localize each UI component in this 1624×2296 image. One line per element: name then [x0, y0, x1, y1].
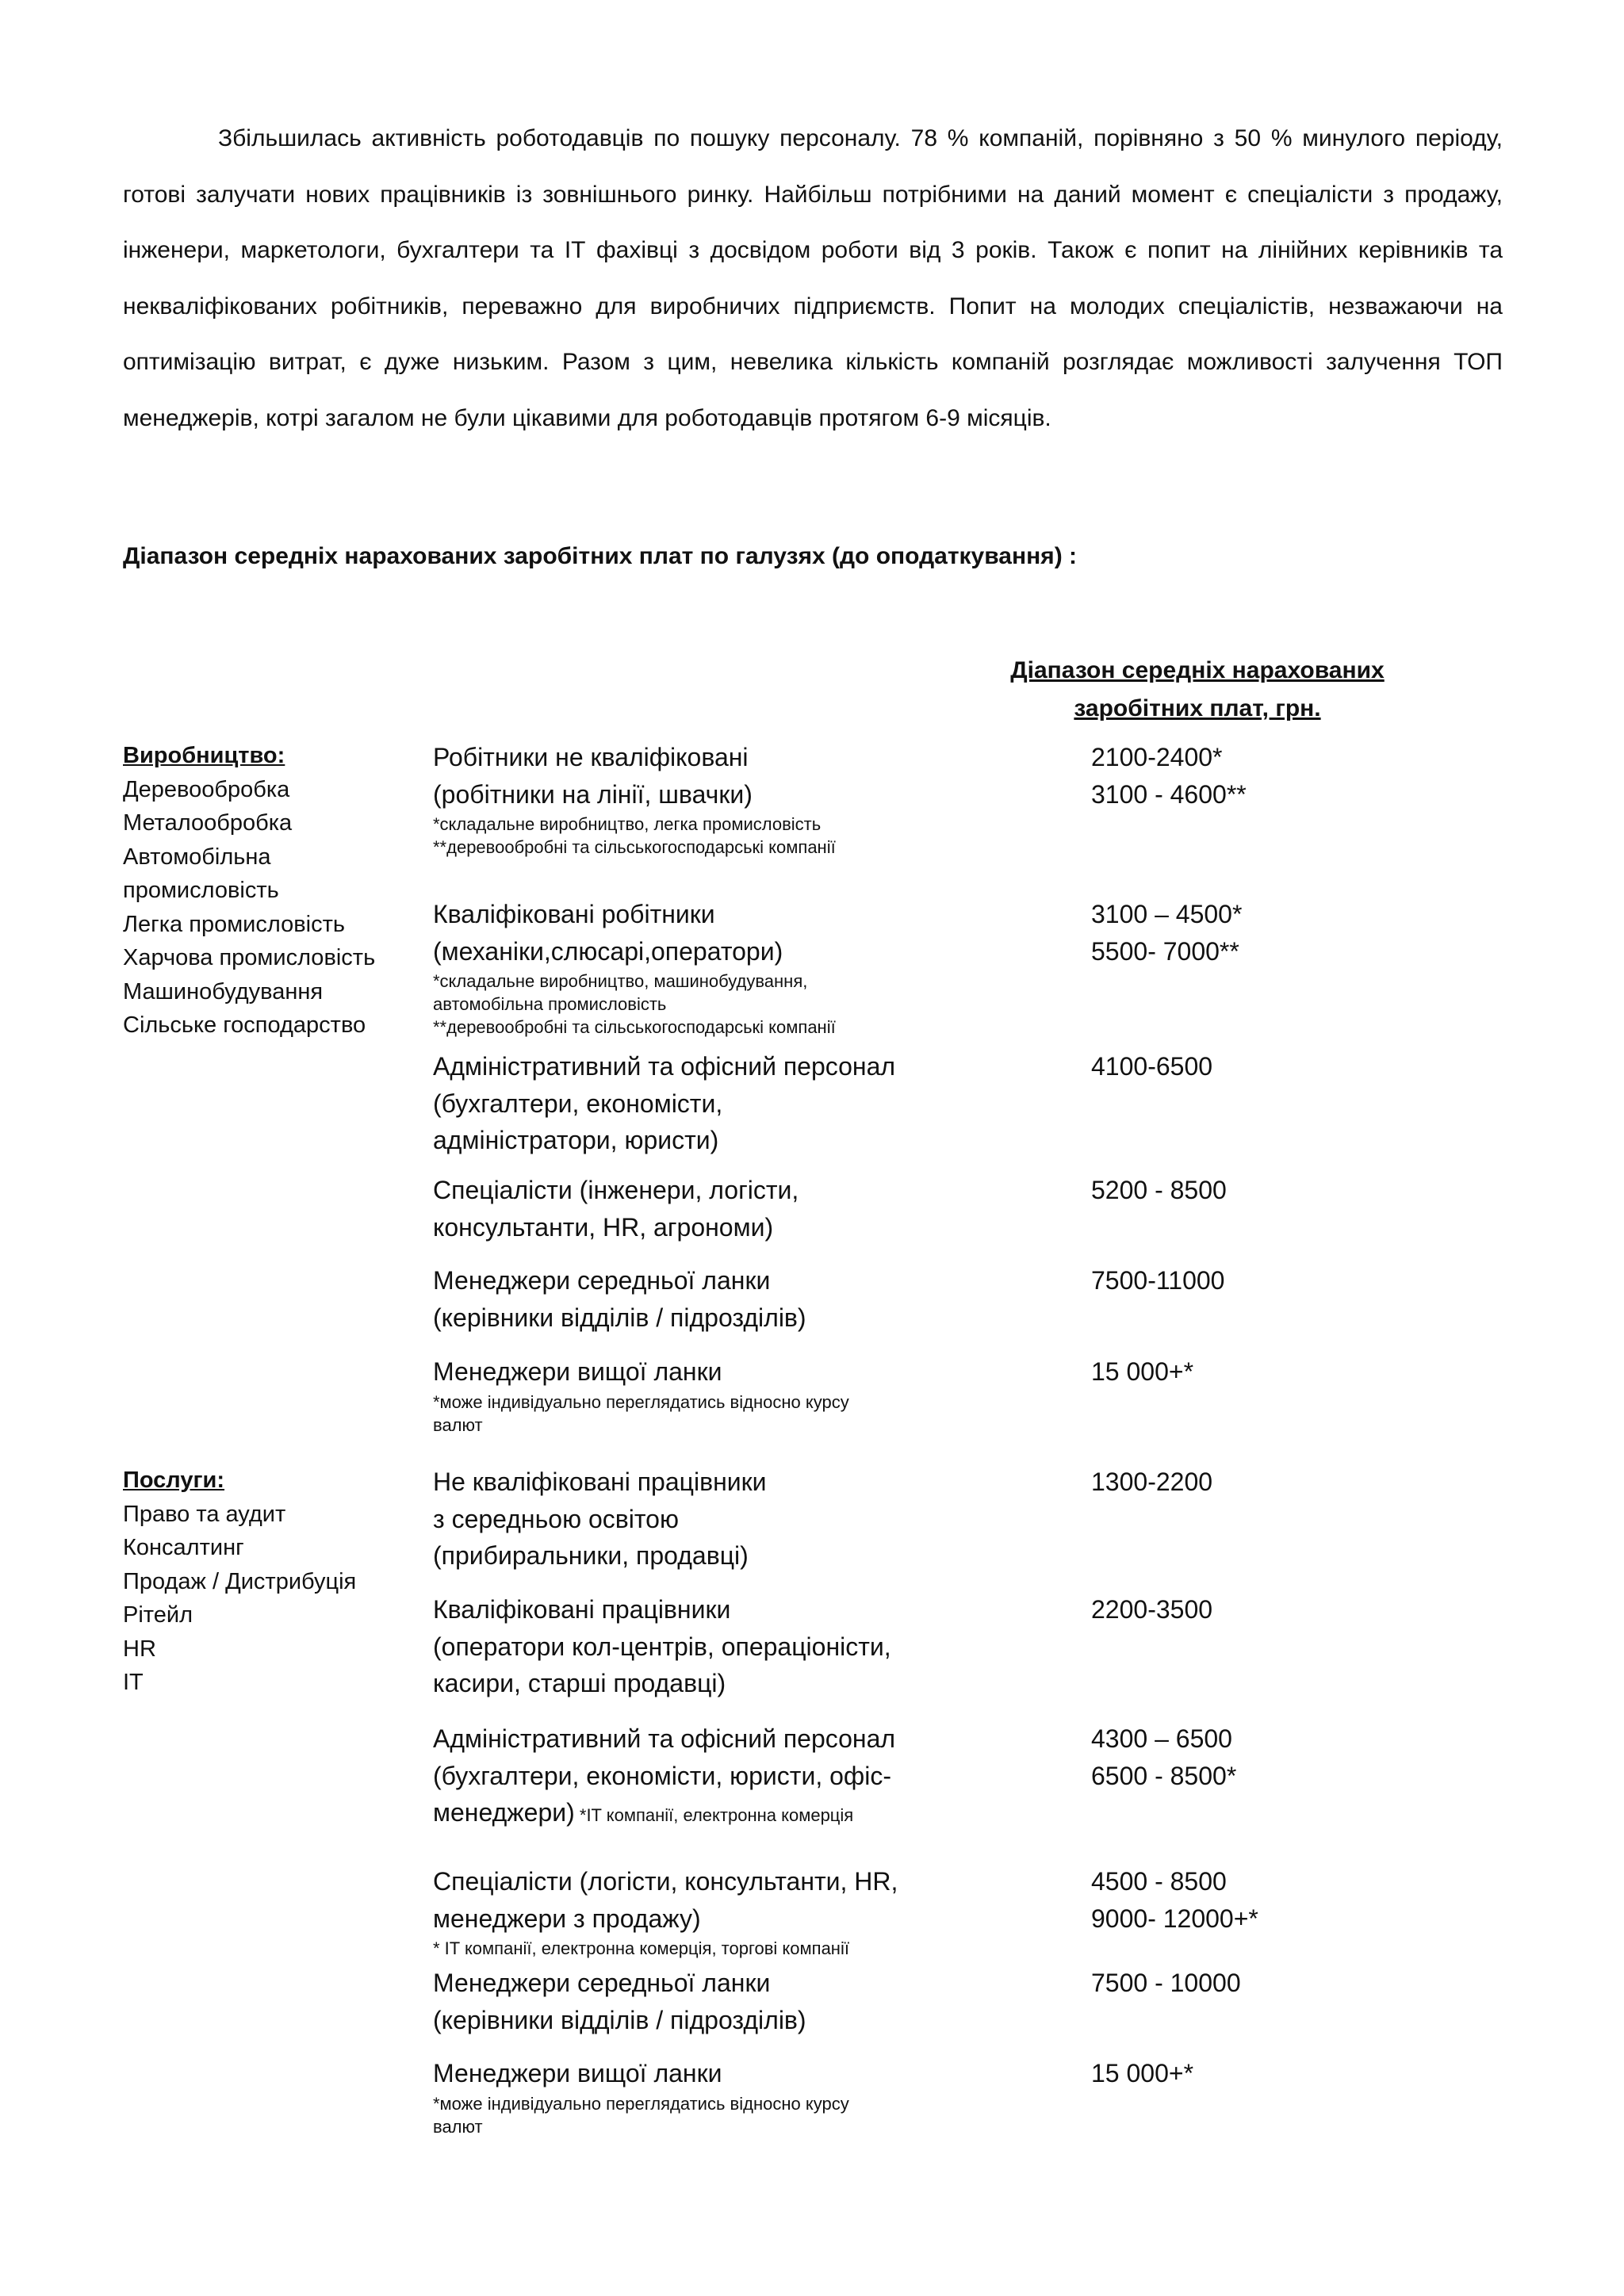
role-line: Робітники не кваліфіковані: [433, 743, 749, 771]
intro-paragraph: Збільшилась активність роботодавців по пошуку персоналу. 78 % компаній, порівняно з 50 % минулого періоду, готові залучати нових працівників із зовнішнього ринку. Найбільш потрібними на даний момент є спеціалісти з продажу, інженери, маркетологи, бухгалтери та ІТ фахівці з досвідом роботи від 3 років. Також є попит на лінійних керівників та некваліфікованих робітників, переважно для виробничих підприємств. Попит на молодих спеціалістів, незважаючи на оптимізацію витрат, є дуже низьким. Разом з цим, невелика кількість компаній розглядає можливості залучення ТОП менеджерів, котрі загалом не були цікавими для роботодавців протягом 6-9 місяців.: [123, 125, 1503, 431]
industry-item: HR: [123, 1636, 156, 1662]
role-description: [433, 739, 988, 859]
industry-item: Рітейл: [123, 1602, 193, 1628]
industry-item: Автомобільна: [123, 844, 271, 870]
role-line: Менеджери середньої ланки: [433, 1969, 771, 1997]
salary-value: 15 000+*: [1091, 2059, 1194, 2087]
role-line: Менеджери вищої ланки: [433, 1357, 722, 1386]
salary-value: 5200 - 8500: [1091, 1176, 1227, 1204]
salary-value: 4300 – 6500: [1091, 1724, 1232, 1753]
column-header-line-1: Діапазон середніх нарахованих: [1010, 657, 1385, 683]
salary-value: 2100-2400*: [1091, 743, 1223, 771]
role-line: (робітники на лінії, швачки): [433, 779, 753, 809]
salary-range: [1091, 2055, 1377, 2092]
footnote: автомобільна промисловість: [433, 994, 667, 1014]
footnote: * IT компанії, електронна комерція, торгові компанії: [433, 1938, 849, 1958]
salary-value: 1300-2200: [1091, 1468, 1213, 1496]
role-line: Спеціалісти (інженери, логісти,: [433, 1176, 799, 1204]
salary-range: [1091, 1172, 1377, 1209]
role-line: Кваліфіковані працівники: [433, 1595, 731, 1624]
role-description: [433, 1048, 988, 1159]
role-description: [433, 2055, 988, 2138]
salary-range: [1091, 1262, 1377, 1299]
industry-item: Право та аудит: [123, 1501, 286, 1527]
salary-value: 15 000+*: [1091, 1357, 1194, 1386]
salary-range: [1091, 1464, 1377, 1501]
role-line: з середньою освітою: [433, 1504, 679, 1533]
footnote: валют: [433, 2116, 483, 2137]
industry-item: промисловість: [123, 878, 279, 903]
industry-item: Сільське господарство: [123, 1012, 366, 1038]
salary-range: [1091, 1048, 1377, 1085]
salary-value: 3100 - 4600**: [1091, 779, 1247, 809]
role-line: (механіки,слюсарі,оператори): [433, 936, 783, 966]
salary-column-header: [936, 652, 1459, 728]
section-heading: Діапазон середніх нарахованих заробітних плат по галузях (до оподаткування) :: [123, 543, 1078, 569]
industry-item: IT: [123, 1670, 144, 1695]
sector-services: [123, 1464, 440, 1700]
role-line: касири, старші продавці): [433, 1669, 726, 1697]
role-description: [433, 1863, 988, 1960]
footnote: **деревообробні та сільськогосподарські компанії: [433, 1017, 836, 1037]
role-line: (оператори кол-центрів, операціоністи,: [433, 1632, 891, 1661]
role-description: [433, 1591, 988, 1702]
role-line: (прибиральники, продавці): [433, 1541, 749, 1570]
salary-range: [1091, 739, 1377, 813]
role-line: Адміністративний та офісний персонал: [433, 1724, 896, 1753]
sector-title: Послуги:: [123, 1468, 225, 1493]
salary-range: [1091, 896, 1377, 970]
role-line: Не кваліфіковані працівники: [433, 1468, 767, 1496]
salary-value: 7500-11000: [1091, 1266, 1225, 1295]
salary-value: 4500 - 8500: [1091, 1867, 1227, 1896]
footnote: **деревообробні та сільськогосподарські компанії: [433, 837, 836, 857]
role-line: консультанти, HR, агрономи): [433, 1212, 774, 1242]
role-line: [433, 1794, 988, 1835]
role-line-text: менеджери): [433, 1798, 575, 1827]
role-description: [433, 1965, 988, 2038]
role-line: Кваліфіковані робітники: [433, 900, 715, 928]
industry-item: Консалтинг: [123, 1535, 244, 1560]
role-description: [433, 1172, 988, 1246]
salary-value: 4100-6500: [1091, 1052, 1213, 1081]
footnote: *може індивідуально переглядатись відносно курсу: [433, 1391, 849, 1412]
salary-value: 7500 - 10000: [1091, 1969, 1241, 1997]
salary-value: 5500- 7000**: [1091, 936, 1239, 966]
salary-range: [1091, 1720, 1377, 1794]
role-line: Спеціалісти (логісти, консультанти, HR,: [433, 1867, 898, 1896]
salary-range: [1091, 1863, 1377, 1937]
salary-range: [1091, 1965, 1377, 2002]
industry-item: Продаж / Дистрибуція: [123, 1568, 357, 1594]
industry-item: Деревообробка: [123, 776, 290, 802]
column-header-line-2: заробітних плат, грн.: [1074, 695, 1321, 721]
sector-title: Виробництво:: [123, 743, 285, 768]
role-description: [433, 1464, 988, 1575]
role-line: Менеджери вищої ланки: [433, 2059, 722, 2087]
salary-value: 9000- 12000+*: [1091, 1904, 1258, 1933]
industry-item: Легка промисловість: [123, 911, 345, 937]
role-description: [433, 1720, 988, 1835]
salary-range: [1091, 1591, 1377, 1628]
role-line: (бухгалтери, економісти, юристи, офіс-: [433, 1761, 891, 1790]
salary-range: [1091, 1353, 1377, 1391]
role-line: Адміністративний та офісний персонал: [433, 1052, 896, 1081]
industry-item: Харчова промисловість: [123, 945, 376, 970]
industry-item: Металообробка: [123, 810, 293, 836]
role-description: [433, 896, 988, 1039]
role-description: [433, 1262, 988, 1336]
role-description: [433, 1353, 988, 1437]
industry-item: Машинобудування: [123, 978, 324, 1004]
role-line: менеджери з продажу): [433, 1904, 701, 1933]
footnote: валют: [433, 1414, 483, 1435]
inline-footnote: *IT компанії, електронна комерція: [574, 1805, 854, 1825]
salary-value: 6500 - 8500*: [1091, 1761, 1237, 1790]
role-line: Менеджери середньої ланки: [433, 1266, 771, 1295]
footnote: *складальне виробництво, легка промисловість: [433, 814, 822, 834]
salary-value: 3100 – 4500*: [1091, 900, 1243, 928]
role-line: адміністратори, юристи): [433, 1126, 719, 1154]
salary-value: 2200-3500: [1091, 1595, 1213, 1624]
footnote: *може індивідуально переглядатись відносно курсу: [433, 2093, 849, 2114]
role-line: (бухгалтери, економісти,: [433, 1089, 723, 1118]
sector-manufacturing: [123, 739, 440, 1043]
role-line: (керівники відділів / підрозділів): [433, 1303, 806, 1332]
role-line: (керівники відділів / підрозділів): [433, 2005, 806, 2034]
footnote: *складальне виробництво, машинобудування,: [433, 971, 808, 991]
